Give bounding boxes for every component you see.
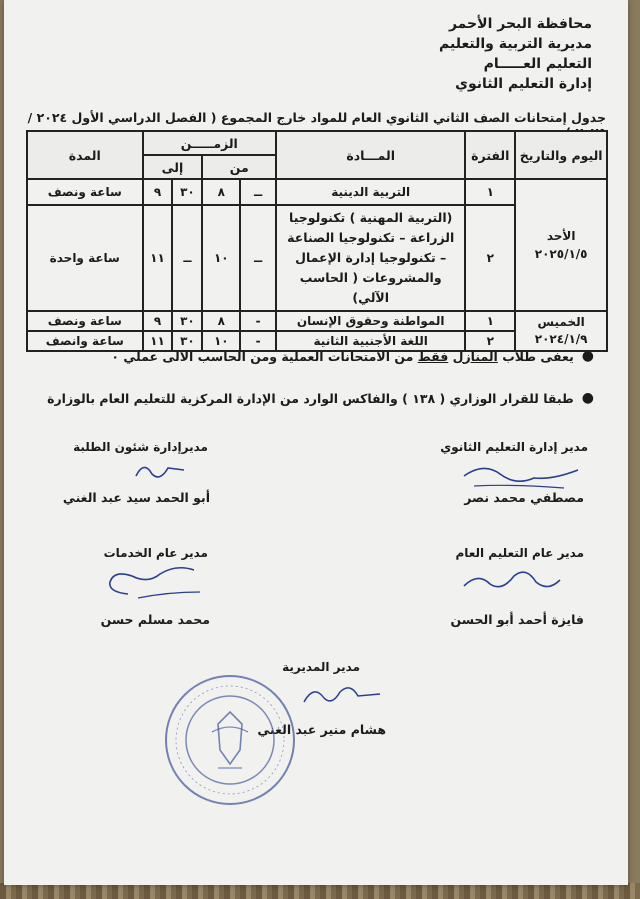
to-min-cell: ٣٠ bbox=[172, 311, 202, 331]
letterhead bbox=[439, 14, 592, 94]
note-text-part: من الامتحانات العملية ومن الحاسب الالى عملي ٠ bbox=[111, 348, 414, 364]
note-text-part: يعفى طلاب bbox=[502, 348, 574, 364]
header-from: من bbox=[202, 155, 276, 179]
to-hour-cell: ١١ bbox=[143, 205, 173, 311]
from-hour-cell: ١٠ bbox=[202, 205, 240, 311]
background-fabric bbox=[0, 883, 640, 899]
period-cell: ١ bbox=[465, 179, 515, 205]
note-exemption bbox=[24, 348, 594, 364]
header-time: الزمـــــن bbox=[143, 131, 277, 155]
letterhead-secondary-admin: إدارة التعليم الثانوي bbox=[455, 76, 592, 92]
subject-cell: اللغة الأجنبية الثانية bbox=[276, 331, 465, 351]
signature-title-general-ed: مدير عام التعليم العام bbox=[455, 546, 584, 560]
handwritten-signature-icon bbox=[98, 562, 208, 606]
from-dash-cell: - bbox=[240, 331, 276, 351]
from-hour-cell: ١٠ bbox=[202, 331, 240, 351]
duration-cell: ساعة واحدة bbox=[27, 205, 143, 311]
period-cell: ٢ bbox=[465, 205, 515, 311]
to-hour-cell: ٩ bbox=[143, 311, 173, 331]
note-decree bbox=[24, 390, 594, 406]
to-min-cell: ــ bbox=[172, 205, 202, 311]
note-underlined-word: المنازل bbox=[452, 348, 498, 364]
day-label: الأحد bbox=[546, 229, 576, 243]
signature-title-student-affairs: مديرإدارة شئون الطلبة bbox=[73, 440, 208, 454]
note-text: طبقا للقرار الوزاري ( ١٣٨ ) والفاكس الوارد من الإدارة المركزية للتعليم العام بالوزارة bbox=[47, 390, 574, 406]
signature-title-services: مدير عام الخدمات bbox=[103, 546, 208, 560]
period-cell: ١ bbox=[465, 311, 515, 331]
to-hour-cell: ١١ bbox=[143, 331, 173, 351]
signature-name-general-ed: فايزة أحمد أبو الحسن bbox=[450, 612, 584, 627]
handwritten-signature-icon bbox=[456, 562, 566, 602]
from-dash-cell: - bbox=[240, 311, 276, 331]
handwritten-signature-icon bbox=[130, 456, 190, 486]
header-subject: المـــادة bbox=[276, 131, 465, 179]
period-cell: ٢ bbox=[465, 331, 515, 351]
to-min-cell: ٣٠ bbox=[172, 179, 202, 205]
exam-schedule-table bbox=[26, 130, 608, 352]
letterhead-directorate: مديرية التربية والتعليم bbox=[439, 36, 592, 52]
day-date-cell bbox=[515, 179, 607, 311]
date-label: ٢٠٢٤/١/٩ bbox=[534, 332, 588, 346]
header-day-date: اليوم والتاريخ bbox=[515, 131, 607, 179]
subject-cell: (التربية المهنية ) تكنولوجيا الزراعة – تكنولوجيا الصناعة – تكنولوجيا إدارة الإعمال والمشروعات ( الحاسب الآلي) bbox=[276, 205, 465, 311]
to-hour-cell: ٩ bbox=[143, 179, 173, 205]
signature-name-services: محمد مسلم حسن bbox=[100, 612, 210, 627]
header-to: إلى bbox=[143, 155, 203, 179]
signature-name-secondary-ed: مصطفي محمد نصر bbox=[464, 490, 584, 505]
duration-cell: ساعة ونصف bbox=[27, 311, 143, 331]
signature-title-secondary-ed: مدير إدارة التعليم الثانوي bbox=[440, 440, 588, 454]
note-underlined-word: فقط bbox=[417, 348, 449, 364]
official-stamp-icon bbox=[162, 672, 298, 808]
letterhead-governorate: محافظة البحر الأحمر bbox=[448, 16, 592, 32]
subject-cell: المواطنة وحقوق الإنسان bbox=[276, 311, 465, 331]
signature-name-student-affairs: أبو الحمد سيد عبد الغني bbox=[62, 490, 210, 505]
day-label: الخميس bbox=[537, 315, 585, 329]
signature-title-director: مدير المديرية bbox=[282, 660, 360, 674]
header-duration: المدة bbox=[27, 131, 143, 179]
signature-name-director: هشام منير عبد الغني bbox=[257, 722, 386, 737]
bullet-icon: ● bbox=[581, 348, 594, 364]
from-dash-cell: ــ bbox=[240, 179, 276, 205]
header-period: الفترة bbox=[465, 131, 515, 179]
subject-cell: التربية الدينية bbox=[276, 179, 465, 205]
notes-section bbox=[24, 348, 594, 432]
document-title: جدول إمتحانات الصف الثاني الثانوي العام للمواد خارج المجموع ( الفصل الدراسي الأول ٢٠٢٤ / bbox=[27, 110, 606, 125]
date-label: ٢٠٢٥/١/٥ bbox=[534, 247, 588, 261]
from-hour-cell: ٨ bbox=[202, 311, 240, 331]
day-date-cell bbox=[515, 311, 607, 351]
table-header-row bbox=[27, 131, 607, 155]
from-hour-cell: ٨ bbox=[202, 179, 240, 205]
handwritten-signature-icon bbox=[296, 676, 386, 712]
document-page bbox=[4, 0, 628, 885]
to-min-cell: ٣٠ bbox=[172, 331, 202, 351]
from-dash-cell: ــ bbox=[240, 205, 276, 311]
table-row bbox=[27, 179, 607, 205]
note-text bbox=[111, 349, 573, 364]
duration-cell: ساعة وانصف bbox=[27, 331, 143, 351]
bullet-icon: ● bbox=[581, 390, 594, 406]
duration-cell: ساعة ونصف bbox=[27, 179, 143, 205]
table-row bbox=[27, 311, 607, 331]
letterhead-general-education: التعليم العـــــام bbox=[483, 56, 592, 72]
